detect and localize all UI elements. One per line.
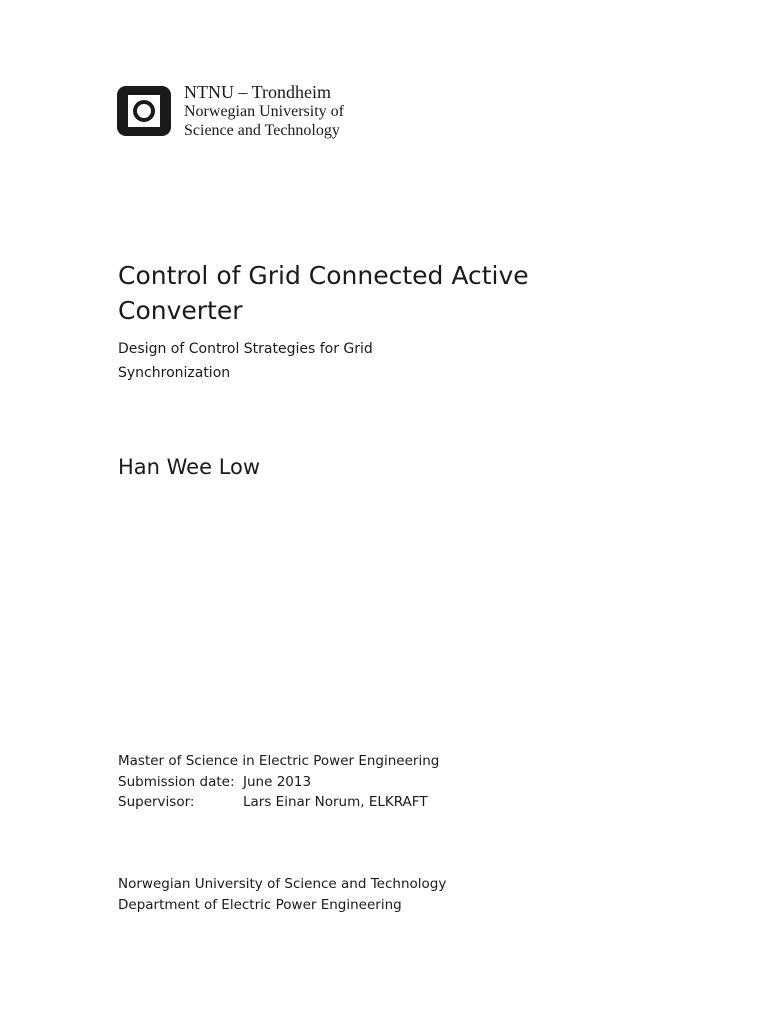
logo-circle	[133, 100, 155, 122]
degree-row	[118, 751, 439, 772]
department-name: Department of Electric Power Engineering	[118, 896, 402, 913]
thesis-subtitle: Design of Control Strategies for Grid Synchronization	[118, 341, 373, 381]
supervisor-value: Lars Einar Norum, ELKRAFT	[243, 794, 428, 810]
university-name: Norwegian University of Science and Technology	[118, 876, 447, 892]
brand-line-3: Science and Technology	[184, 122, 340, 139]
logo-square	[128, 95, 160, 127]
ntnu-logo-icon	[117, 86, 171, 136]
logo-dot	[137, 104, 151, 118]
thesis-details	[118, 751, 439, 813]
author-name: Han Wee Low	[118, 455, 261, 479]
submission-label: Submission date:	[118, 773, 235, 790]
submission-row	[118, 772, 439, 793]
supervisor-row	[118, 792, 439, 813]
brand-line-2: Norwegian University of	[184, 103, 344, 120]
submission-value: June 2013	[243, 773, 312, 790]
institution-block	[118, 874, 446, 915]
brand-line-1: NTNU – Trondheim	[184, 82, 332, 102]
university-brand	[184, 83, 344, 140]
thesis-title: Control of Grid Connected Active Converter	[118, 261, 529, 325]
degree-text: Master of Science in Electric Power Engineering	[118, 753, 440, 769]
supervisor-label: Supervisor:	[118, 794, 195, 810]
